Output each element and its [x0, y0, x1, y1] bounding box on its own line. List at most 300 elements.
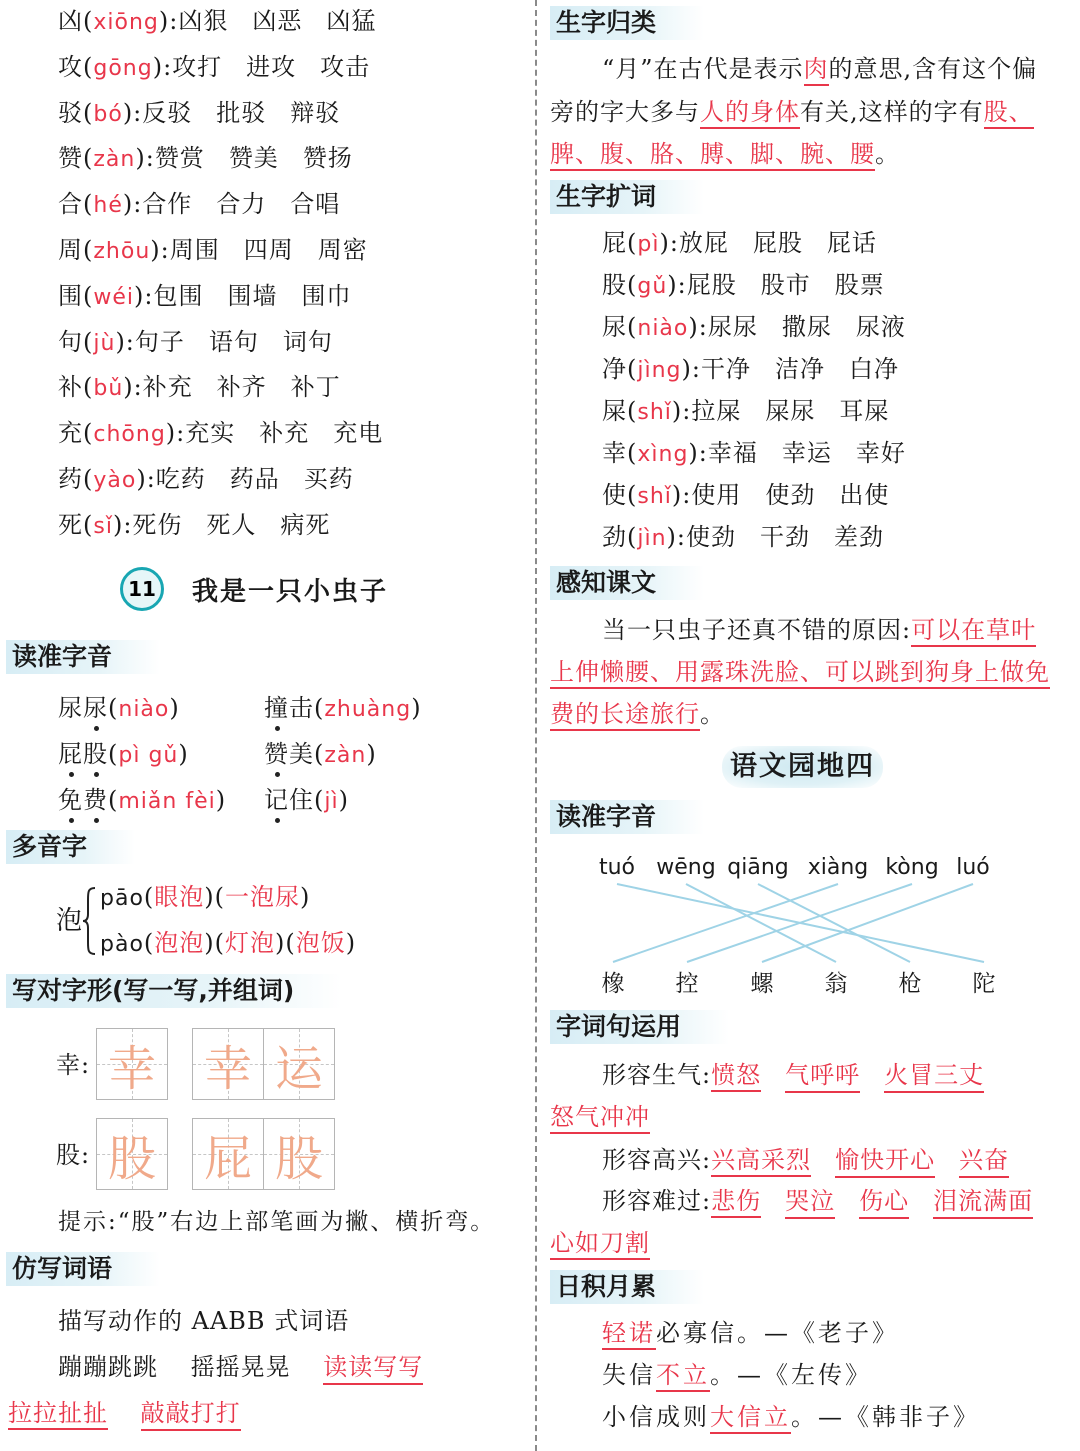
vocab-char: 驳 — [58, 98, 83, 127]
pinyin: miǎn fèi — [118, 789, 216, 814]
read-sound-item — [58, 739, 189, 771]
match-lines — [613, 884, 984, 962]
classify-line-1 — [602, 54, 1037, 84]
paren: ( — [108, 694, 119, 722]
grid-char: 运 — [274, 1040, 323, 1097]
vocab-word: 屁股 — [752, 229, 803, 257]
section-imitate: 仿写词语 — [6, 1252, 160, 1286]
paren: ) — [345, 929, 357, 957]
word-char: 击 — [289, 694, 314, 722]
vocab-char: 劲 — [602, 523, 627, 551]
paren: ) — [169, 694, 180, 722]
answer-word: 一泡尿 — [225, 883, 301, 911]
answer-text: 可以在草叶 — [911, 616, 1036, 647]
grid-char: 股 — [107, 1130, 156, 1187]
word-char: 住 — [289, 786, 314, 814]
answer-word: 心如刀割 — [550, 1229, 650, 1260]
answer-word: 泪流满面 — [933, 1186, 1033, 1219]
vocab-word: 屎尿 — [765, 397, 816, 425]
answer-word: 眼泡 — [154, 883, 205, 911]
vocab-char: 充 — [58, 419, 83, 448]
vocab-word: 差劲 — [834, 523, 884, 551]
classify-line-2 — [550, 97, 1034, 127]
paren: ): — [158, 7, 179, 35]
paren: ): — [122, 190, 143, 219]
vocab-row — [58, 52, 370, 84]
section-perceive: 感知课文 — [550, 566, 704, 600]
expand-row — [602, 480, 889, 512]
paren: ): — [150, 236, 170, 264]
paren: ( — [83, 281, 94, 310]
answer-word: 愉快开心 — [835, 1145, 935, 1178]
vocab-word: 干净 — [700, 355, 751, 383]
paren: ( — [83, 52, 94, 81]
answer-word: 敲敲打打 — [141, 1398, 241, 1431]
vocab-pinyin: hé — [93, 193, 123, 219]
given-word: 蹦蹦跳跳 — [58, 1353, 158, 1381]
expand-row — [602, 312, 906, 344]
word-char: 尿 — [83, 694, 108, 722]
vocab-row — [58, 235, 368, 267]
vocab-word: 周密 — [317, 236, 368, 264]
pinyin: pāo — [100, 886, 144, 911]
word-char: 免 — [58, 786, 83, 814]
match-char: 枪 — [898, 971, 922, 997]
writing-grid — [96, 1118, 168, 1190]
writing-grid — [192, 1028, 264, 1100]
section-read-sound: 读准字音 — [6, 640, 160, 674]
vocab-word: 补齐 — [216, 373, 267, 402]
paren: ( — [143, 929, 155, 957]
vocab-pinyin: gōng — [93, 55, 153, 81]
pinyin: zhuàng — [324, 697, 412, 722]
vocab-word: 赞赏 — [154, 144, 205, 173]
vocab-word: 凶恶 — [252, 7, 303, 35]
vocab-row — [58, 510, 330, 542]
lesson-name: 我是一只小虫子 — [192, 576, 389, 607]
paren: ( — [83, 144, 94, 173]
paren: ): — [165, 419, 186, 448]
paren: ( — [143, 883, 155, 911]
vocab-row — [58, 189, 340, 221]
expand-row — [602, 438, 906, 470]
section-expand: 生字扩词 — [550, 180, 704, 214]
vocab-char: 股 — [602, 271, 627, 299]
paren: ( — [627, 397, 638, 425]
vocab-word: 攻击 — [320, 52, 371, 81]
vocab-pinyin: chōng — [93, 422, 166, 448]
match-pinyin: luó — [956, 855, 990, 880]
paren: ) — [300, 883, 311, 911]
answer-word: 怒气冲冲 — [550, 1103, 650, 1134]
vocab-word: 攻打 — [172, 52, 223, 81]
perceive-line-2 — [550, 657, 1050, 687]
match-char-row — [602, 971, 996, 997]
vocab-pinyin: yào — [93, 468, 137, 493]
vocab-word: 出使 — [839, 481, 890, 509]
text: 旁的字大多与 — [550, 98, 700, 126]
answer-text: 大信立 — [710, 1403, 791, 1434]
answer-text: 人的身体 — [700, 98, 800, 129]
vocab-char: 合 — [58, 190, 83, 219]
vocab-pinyin: shǐ — [637, 400, 672, 425]
section-usage: 字词句运用 — [550, 1010, 729, 1044]
vocab-word: 病死 — [280, 510, 331, 539]
vocab-word: 句子 — [134, 327, 185, 356]
paren: ( — [214, 929, 226, 957]
vocab-word: 四周 — [243, 236, 294, 264]
usage-label: 形容难过: — [602, 1187, 712, 1215]
paren: ): — [659, 229, 679, 257]
classify-line-3 — [550, 139, 900, 169]
vocab-word: 批驳 — [216, 98, 267, 127]
answer-word: 哭泣 — [785, 1186, 835, 1219]
read-sound-item — [58, 693, 180, 725]
section-accumulate: 日积月累 — [550, 1270, 704, 1304]
vocab-pinyin: bó — [93, 101, 123, 127]
paren: ): — [152, 52, 173, 81]
vocab-word: 补充 — [259, 419, 310, 448]
right-column — [546, 0, 1080, 1451]
vocab-pinyin: xìng — [637, 442, 689, 467]
usage-row — [602, 1145, 1009, 1178]
vocab-word: 进攻 — [246, 52, 297, 81]
paren: ( — [83, 236, 94, 264]
vocab-word: 药品 — [229, 465, 280, 493]
imitate-line-2 — [8, 1398, 241, 1431]
expand-row — [602, 522, 884, 554]
answer-word: 泡饭 — [295, 929, 346, 957]
paren: ): — [135, 144, 155, 173]
vocab-word: 围墙 — [227, 281, 278, 310]
paren: ( — [83, 510, 94, 539]
text: 。—《韩非子》 — [791, 1403, 980, 1431]
match-pinyin: tuó — [598, 855, 636, 880]
answer-text: 不立 — [656, 1361, 710, 1392]
write-label: 股: — [56, 1141, 91, 1169]
vocab-row — [58, 281, 351, 313]
vocab-row — [58, 372, 341, 404]
match-char: 陀 — [972, 971, 996, 997]
paren: ( — [627, 271, 638, 299]
vocab-char: 尿 — [602, 313, 627, 341]
paren: ): — [666, 523, 686, 551]
paren: ( — [627, 439, 638, 467]
text: 。 — [875, 140, 900, 168]
paren: ): — [671, 397, 692, 425]
match-char: 螺 — [750, 971, 774, 997]
vocab-char: 屎 — [602, 397, 627, 425]
vocab-word: 死伤 — [132, 510, 183, 539]
paren: ): — [667, 271, 687, 299]
paren: ( — [83, 465, 94, 493]
paren: ( — [627, 355, 638, 383]
paren: ( — [214, 883, 226, 911]
vocab-word: 洁净 — [774, 355, 825, 383]
brace-icon — [82, 886, 96, 956]
section-classify: 生字归类 — [550, 6, 704, 40]
paren: ( — [314, 740, 325, 768]
paren: ): — [134, 281, 154, 310]
paren: ( — [108, 740, 119, 768]
answer-text: 费的长途旅行 — [550, 700, 700, 731]
vocab-word: 屁话 — [826, 229, 877, 257]
vocab-word: 围巾 — [301, 281, 352, 310]
grid-char: 股 — [274, 1130, 323, 1187]
vocab-char: 赞 — [58, 144, 83, 173]
paren: ( — [83, 190, 94, 219]
pinyin: niào — [118, 697, 170, 722]
vocab-word: 死人 — [206, 510, 257, 539]
vocab-pinyin: jù — [93, 330, 116, 356]
column-divider — [535, 0, 537, 1451]
vocab-word: 撒尿 — [781, 313, 832, 341]
pinyin: pào — [100, 932, 144, 957]
paren: ): — [681, 355, 701, 383]
word-char: 赞 — [264, 740, 289, 768]
vocab-char: 屁 — [602, 229, 627, 257]
match-pinyin: qiāng — [727, 855, 789, 880]
vocab-pinyin: gǔ — [637, 274, 668, 299]
vocab-word: 赞扬 — [302, 144, 353, 173]
answer-text: 股、 — [984, 98, 1034, 129]
vocab-word: 周围 — [169, 236, 220, 264]
paren: ) — [215, 786, 227, 814]
vocab-word: 使劲 — [765, 481, 816, 509]
match-char: 橡 — [601, 971, 625, 997]
paren: ): — [115, 327, 135, 356]
vocab-word: 补充 — [142, 373, 193, 402]
vocab-word: 白净 — [848, 355, 899, 383]
text: 失信 — [602, 1361, 656, 1389]
paren: ( — [627, 313, 638, 341]
read-sound-item — [264, 693, 422, 725]
vocab-word: 使劲 — [686, 523, 736, 551]
word-char: 尿 — [58, 694, 83, 722]
answer-word: 兴奋 — [959, 1145, 1009, 1178]
vocab-pinyin: zhōu — [93, 239, 151, 264]
vocab-word: 合作 — [142, 190, 193, 219]
section-read-sound-2: 读准字音 — [550, 800, 704, 834]
paren: ( — [83, 327, 94, 356]
paren: ): — [688, 439, 708, 467]
vocab-char: 死 — [58, 510, 83, 539]
writing-grid — [96, 1028, 168, 1100]
vocab-char: 使 — [602, 481, 627, 509]
paren: ) — [178, 740, 189, 768]
vocab-char: 句 — [58, 327, 83, 356]
paren: ) — [204, 929, 215, 957]
word-char: 撞 — [264, 694, 289, 722]
read-sound-item — [58, 785, 226, 817]
vocab-char: 净 — [602, 355, 627, 383]
match-pinyin: wēng — [656, 855, 716, 880]
vocab-word: 充实 — [185, 419, 236, 448]
paren: ( — [627, 229, 638, 257]
answer-word: 火冒三丈 — [884, 1060, 984, 1093]
writing-grid — [192, 1118, 264, 1190]
answer-word: 兴高采烈 — [711, 1146, 811, 1177]
vocab-pinyin: xiōng — [93, 10, 159, 35]
text: 当一只虫子还真不错的原因: — [602, 616, 912, 644]
vocab-word: 使用 — [691, 481, 742, 509]
vocab-char: 补 — [58, 373, 83, 402]
word-char: 股 — [83, 740, 108, 768]
paren: ): — [123, 373, 143, 402]
vocab-char: 周 — [58, 236, 83, 264]
unit-garden-title: 语文园地四 — [722, 746, 883, 788]
vocab-word: 凶猛 — [326, 7, 377, 35]
writing-grid — [263, 1118, 335, 1190]
vocab-word: 词句 — [282, 327, 333, 356]
given-word: 摇摇晃晃 — [190, 1353, 291, 1381]
vocab-word: 幸福 — [707, 439, 758, 467]
expand-row — [602, 396, 889, 428]
vocab-word: 反驳 — [142, 98, 193, 127]
word-char: 美 — [289, 740, 314, 768]
match-pinyin: kòng — [885, 855, 939, 880]
paren: ( — [83, 419, 94, 448]
vocab-word: 放屁 — [678, 229, 729, 257]
vocab-char: 药 — [58, 465, 83, 493]
paren: ): — [671, 481, 692, 509]
grid-char: 幸 — [107, 1040, 156, 1097]
paren: ( — [285, 929, 296, 957]
paren: ) — [366, 740, 377, 768]
paren: ( — [627, 523, 638, 551]
paren: ): — [122, 98, 143, 127]
read-sound-item — [264, 785, 349, 817]
vocab-word: 拉屎 — [691, 397, 742, 425]
vocab-pinyin: zàn — [93, 147, 136, 173]
answer-word: 灯泡 — [225, 929, 276, 957]
answer-text: 脾、腹、胳、膊、脚、腕、腰 — [550, 140, 875, 171]
vocab-word: 买药 — [303, 465, 354, 493]
vocab-word: 吃药 — [155, 465, 206, 493]
vocab-pinyin: shǐ — [637, 484, 672, 509]
vocab-pinyin: sǐ — [93, 513, 113, 539]
answer-text: 轻诺 — [602, 1319, 656, 1350]
vocab-row — [58, 6, 376, 38]
vocab-word: 合唱 — [290, 190, 341, 219]
usage-row-cont — [550, 1228, 650, 1258]
paren: ) — [411, 694, 422, 722]
vocab-pinyin: jìng — [637, 358, 682, 383]
usage-label: 形容高兴: — [602, 1146, 712, 1174]
perceive-line-3 — [550, 699, 725, 729]
match-pinyin-row — [599, 855, 990, 880]
match-line — [687, 884, 912, 962]
vocab-pinyin: wéi — [93, 284, 135, 310]
word-char: 费 — [83, 786, 108, 814]
matching-exercise — [546, 840, 1080, 1010]
vocab-row — [58, 418, 383, 450]
match-pinyin: xiàng — [807, 855, 869, 880]
imitate-prompt: 描写动作的 AABB 式词语 — [58, 1307, 350, 1335]
vocab-word: 尿液 — [855, 313, 906, 341]
polyphone-row — [100, 882, 310, 914]
quote-row — [602, 1318, 899, 1348]
text: 必寡信。—《老子》 — [656, 1319, 899, 1347]
vocab-pinyin: bǔ — [93, 376, 124, 402]
perceive-line-1 — [602, 615, 1036, 645]
section-polyphone: 多音字 — [6, 830, 135, 864]
vocab-word: 语句 — [208, 327, 259, 356]
pinyin: jì — [324, 789, 339, 814]
answer-word: 气呼呼 — [785, 1060, 860, 1093]
match-char: 控 — [675, 971, 699, 997]
polyphone-row — [100, 928, 356, 960]
vocab-char: 幸 — [602, 439, 627, 467]
word-char: 屁 — [58, 740, 83, 768]
text: 的意思,含有这个偏 — [828, 55, 1038, 83]
usage-row — [602, 1060, 984, 1093]
paren: ( — [627, 481, 638, 509]
left-column — [0, 0, 530, 1451]
vocab-word: 干劲 — [760, 523, 810, 551]
vocab-word: 赞美 — [228, 144, 279, 173]
answer-word: 愤怒 — [711, 1061, 761, 1092]
answer-word: 悲伤 — [711, 1187, 761, 1218]
read-sound-item — [264, 739, 377, 771]
word-char: 记 — [264, 786, 289, 814]
paren: ( — [314, 694, 325, 722]
paren: ) — [275, 929, 286, 957]
text: “月”在古代是表示 — [602, 55, 804, 83]
vocab-word: 股市 — [760, 271, 811, 299]
polyphone-char: 泡 — [56, 906, 84, 936]
vocab-word: 股票 — [834, 271, 885, 299]
expand-row — [602, 228, 877, 260]
vocab-word: 辩驳 — [290, 98, 341, 127]
answer-text: 肉 — [804, 55, 829, 86]
text: 小信成则 — [602, 1403, 710, 1431]
paren: ) — [204, 883, 215, 911]
match-line — [686, 884, 836, 962]
vocab-word: 合力 — [216, 190, 267, 219]
match-char: 翁 — [824, 971, 848, 997]
usage-row — [602, 1186, 1033, 1219]
paren: ( — [108, 786, 119, 814]
usage-label: 形容生气: — [602, 1061, 712, 1089]
answer-word: 伤心 — [859, 1186, 909, 1219]
vocab-word: 充电 — [333, 419, 384, 448]
text: 。 — [700, 700, 725, 728]
answer-word: 读读写写 — [323, 1352, 423, 1385]
vocab-row — [58, 143, 353, 175]
writing-grid — [263, 1028, 335, 1100]
quote-row — [602, 1402, 980, 1432]
vocab-row — [58, 327, 333, 359]
vocab-word: 补丁 — [290, 373, 341, 402]
paren: ( — [83, 373, 94, 402]
answer-text: 上伸懒腰、用露珠洗脸、可以跳到狗身上做免 — [550, 658, 1050, 689]
usage-row-cont — [550, 1102, 650, 1132]
vocab-word: 幸好 — [855, 439, 906, 467]
quote-row — [602, 1360, 872, 1390]
lesson-number-badge: 11 — [120, 567, 164, 611]
paren: ) — [338, 786, 349, 814]
pinyin: pì gǔ — [118, 743, 179, 768]
vocab-word: 尿尿 — [707, 313, 758, 341]
vocab-pinyin: jìn — [637, 526, 667, 551]
vocab-pinyin: niào — [637, 316, 689, 341]
write-label: 幸: — [56, 1051, 91, 1079]
match-line — [762, 884, 973, 962]
lesson-title — [120, 566, 388, 612]
expand-row — [602, 270, 885, 302]
vocab-row — [58, 464, 354, 496]
